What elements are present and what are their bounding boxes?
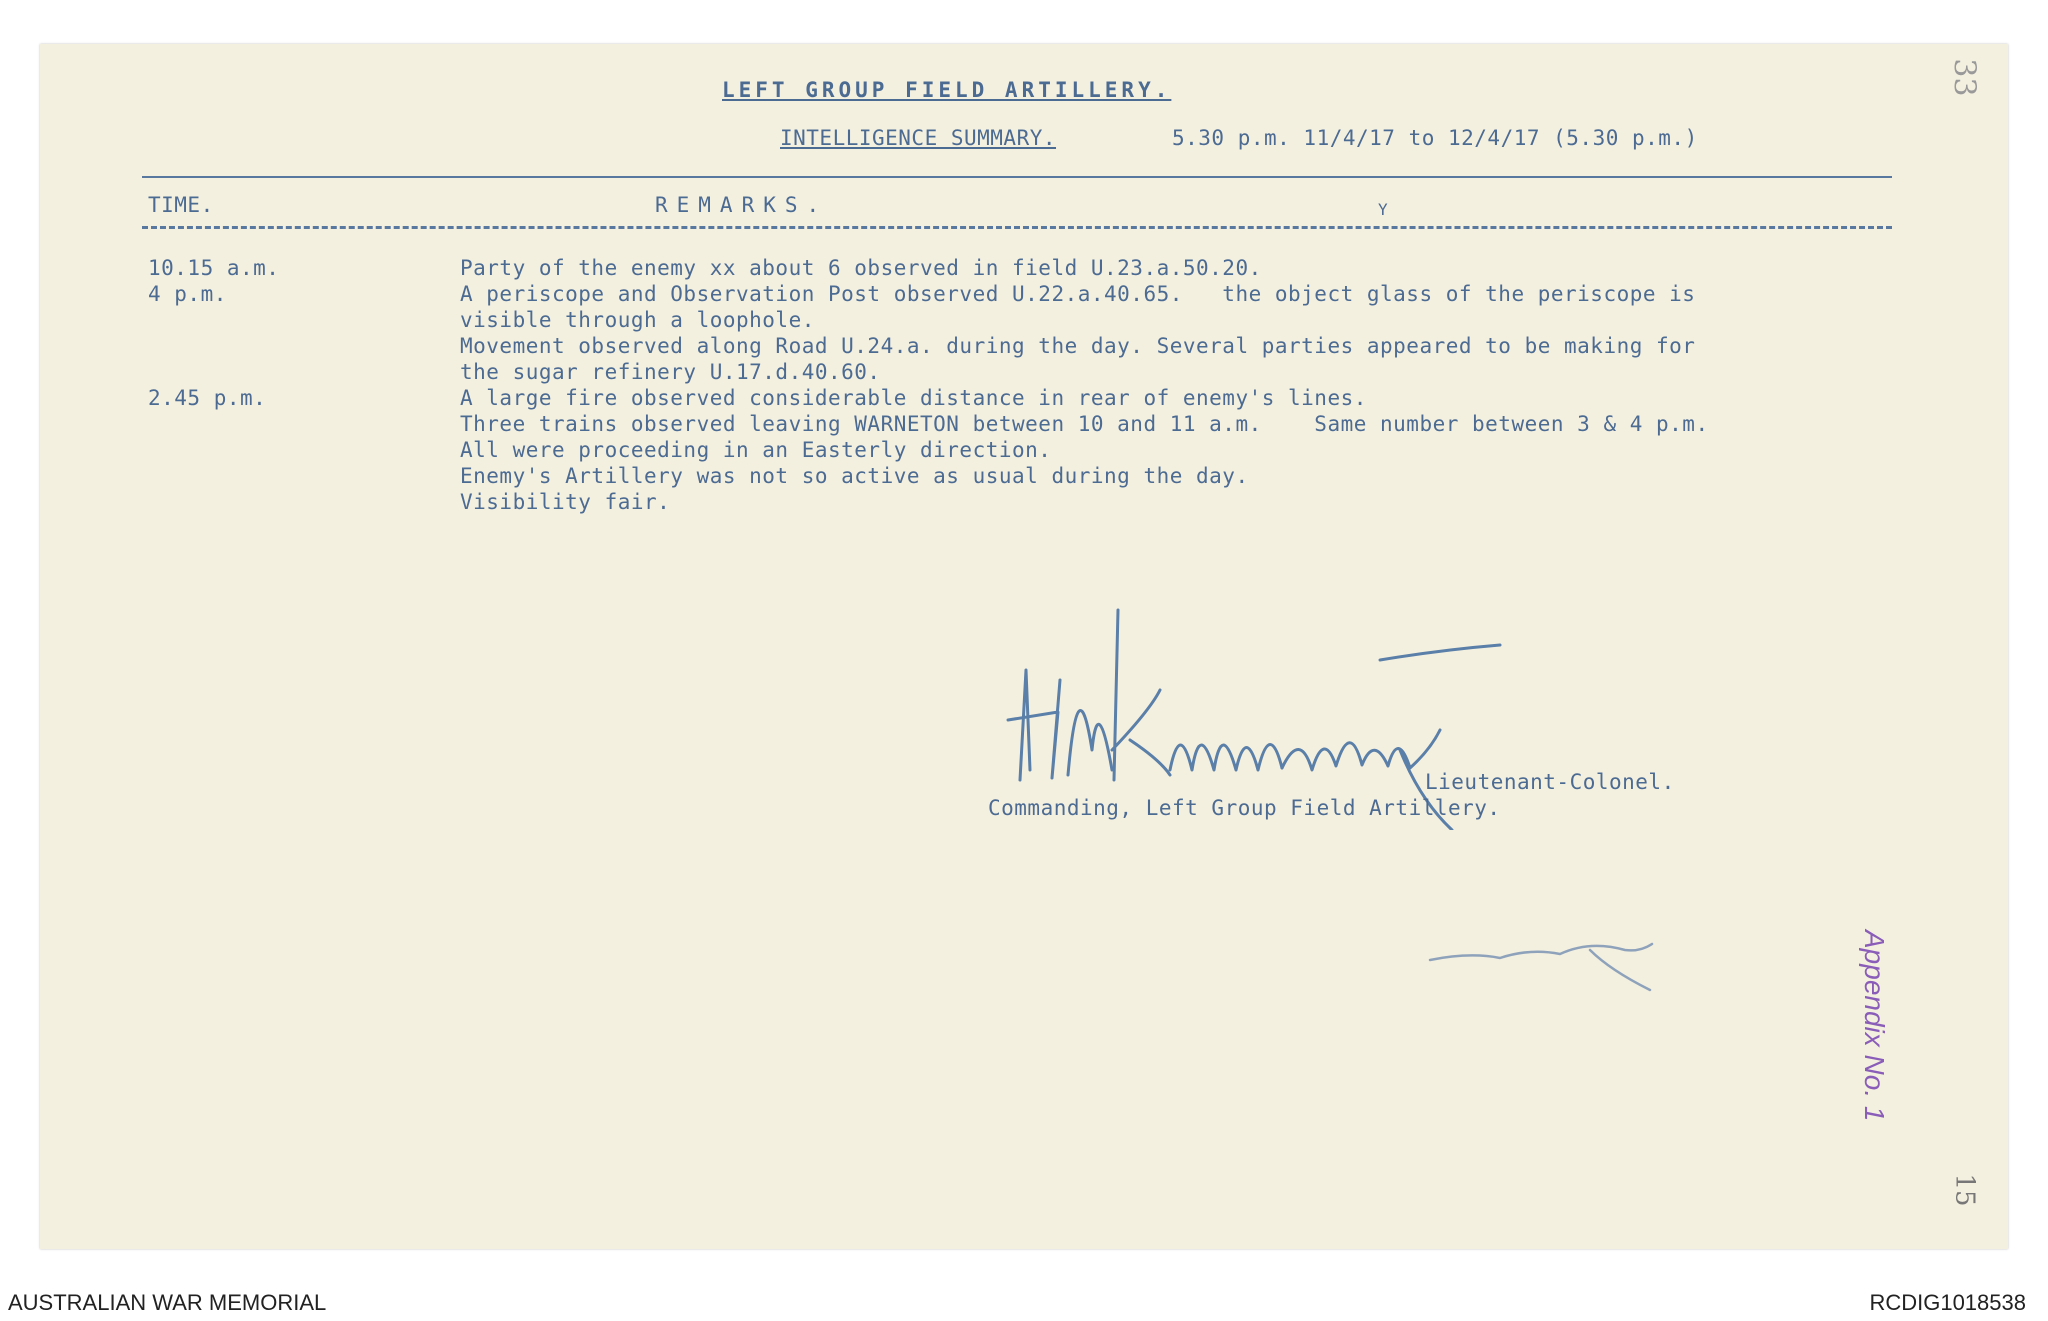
footer-record-id: RCDIG1018538: [1869, 1290, 2026, 1315]
footer-archive-name: AUSTRALIAN WAR MEMORIAL: [8, 1290, 327, 1315]
page-number-bottom: 15: [1949, 1173, 1980, 1207]
entry-remark: Party of the enemy xx about 6 observed in field U.23.a.50.20.: [460, 256, 1262, 280]
header-rule-top: [142, 176, 1892, 178]
entry-remark: Visibility fair.: [460, 490, 671, 514]
entry-remark: visible through a loophole.: [460, 308, 815, 332]
entry-remark: All were proceeding in an Easterly direction.: [460, 438, 1052, 462]
page-number-top: 33: [1946, 58, 1982, 97]
column-header-time: TIME.: [148, 193, 214, 217]
entry-time: 2.45 p.m.: [148, 386, 267, 410]
entry-time: 4 p.m.: [148, 282, 227, 306]
summary-label: INTELLIGENCE SUMMARY.: [780, 126, 1057, 150]
entry-remark: A large fire observed considerable distance in rear of enemy's lines.: [460, 386, 1367, 410]
entry-remark: the sugar refinery U.17.d.40.60.: [460, 360, 881, 384]
entry-time: 10.15 a.m.: [148, 256, 280, 280]
entry-remark: Enemy's Artillery was not so active as usual during the day.: [460, 464, 1249, 488]
summary-period: 5.30 p.m. 11/4/17 to 12/4/17 (5.30 p.m.): [1172, 126, 1698, 150]
header-rule-bottom: [142, 226, 1892, 229]
entry-remark: Three trains observed leaving WARNETON between 10 and 11 a.m. Same number between 3 & 4 p.m.: [460, 412, 1709, 436]
column-header-remarks: REMARKS.: [655, 193, 829, 217]
entry-remark: A periscope and Observation Post observed U.22.a.40.65. the object glass of the periscope is: [460, 282, 1696, 306]
stray-typed-mark: Y: [1378, 200, 1389, 219]
signature-rank: Lieutenant-Colonel.: [1425, 770, 1675, 794]
pencil-scribble: [1420, 930, 1660, 1010]
appendix-annotation: Appendix No. 1: [1859, 930, 1890, 1122]
signature-command: Commanding, Left Group Field Artillery.: [988, 796, 1501, 820]
document-title: LEFT GROUP FIELD ARTILLERY.: [722, 78, 1172, 102]
entry-remark: Movement observed along Road U.24.a. during the day. Several parties appeared to be making for: [460, 334, 1696, 358]
